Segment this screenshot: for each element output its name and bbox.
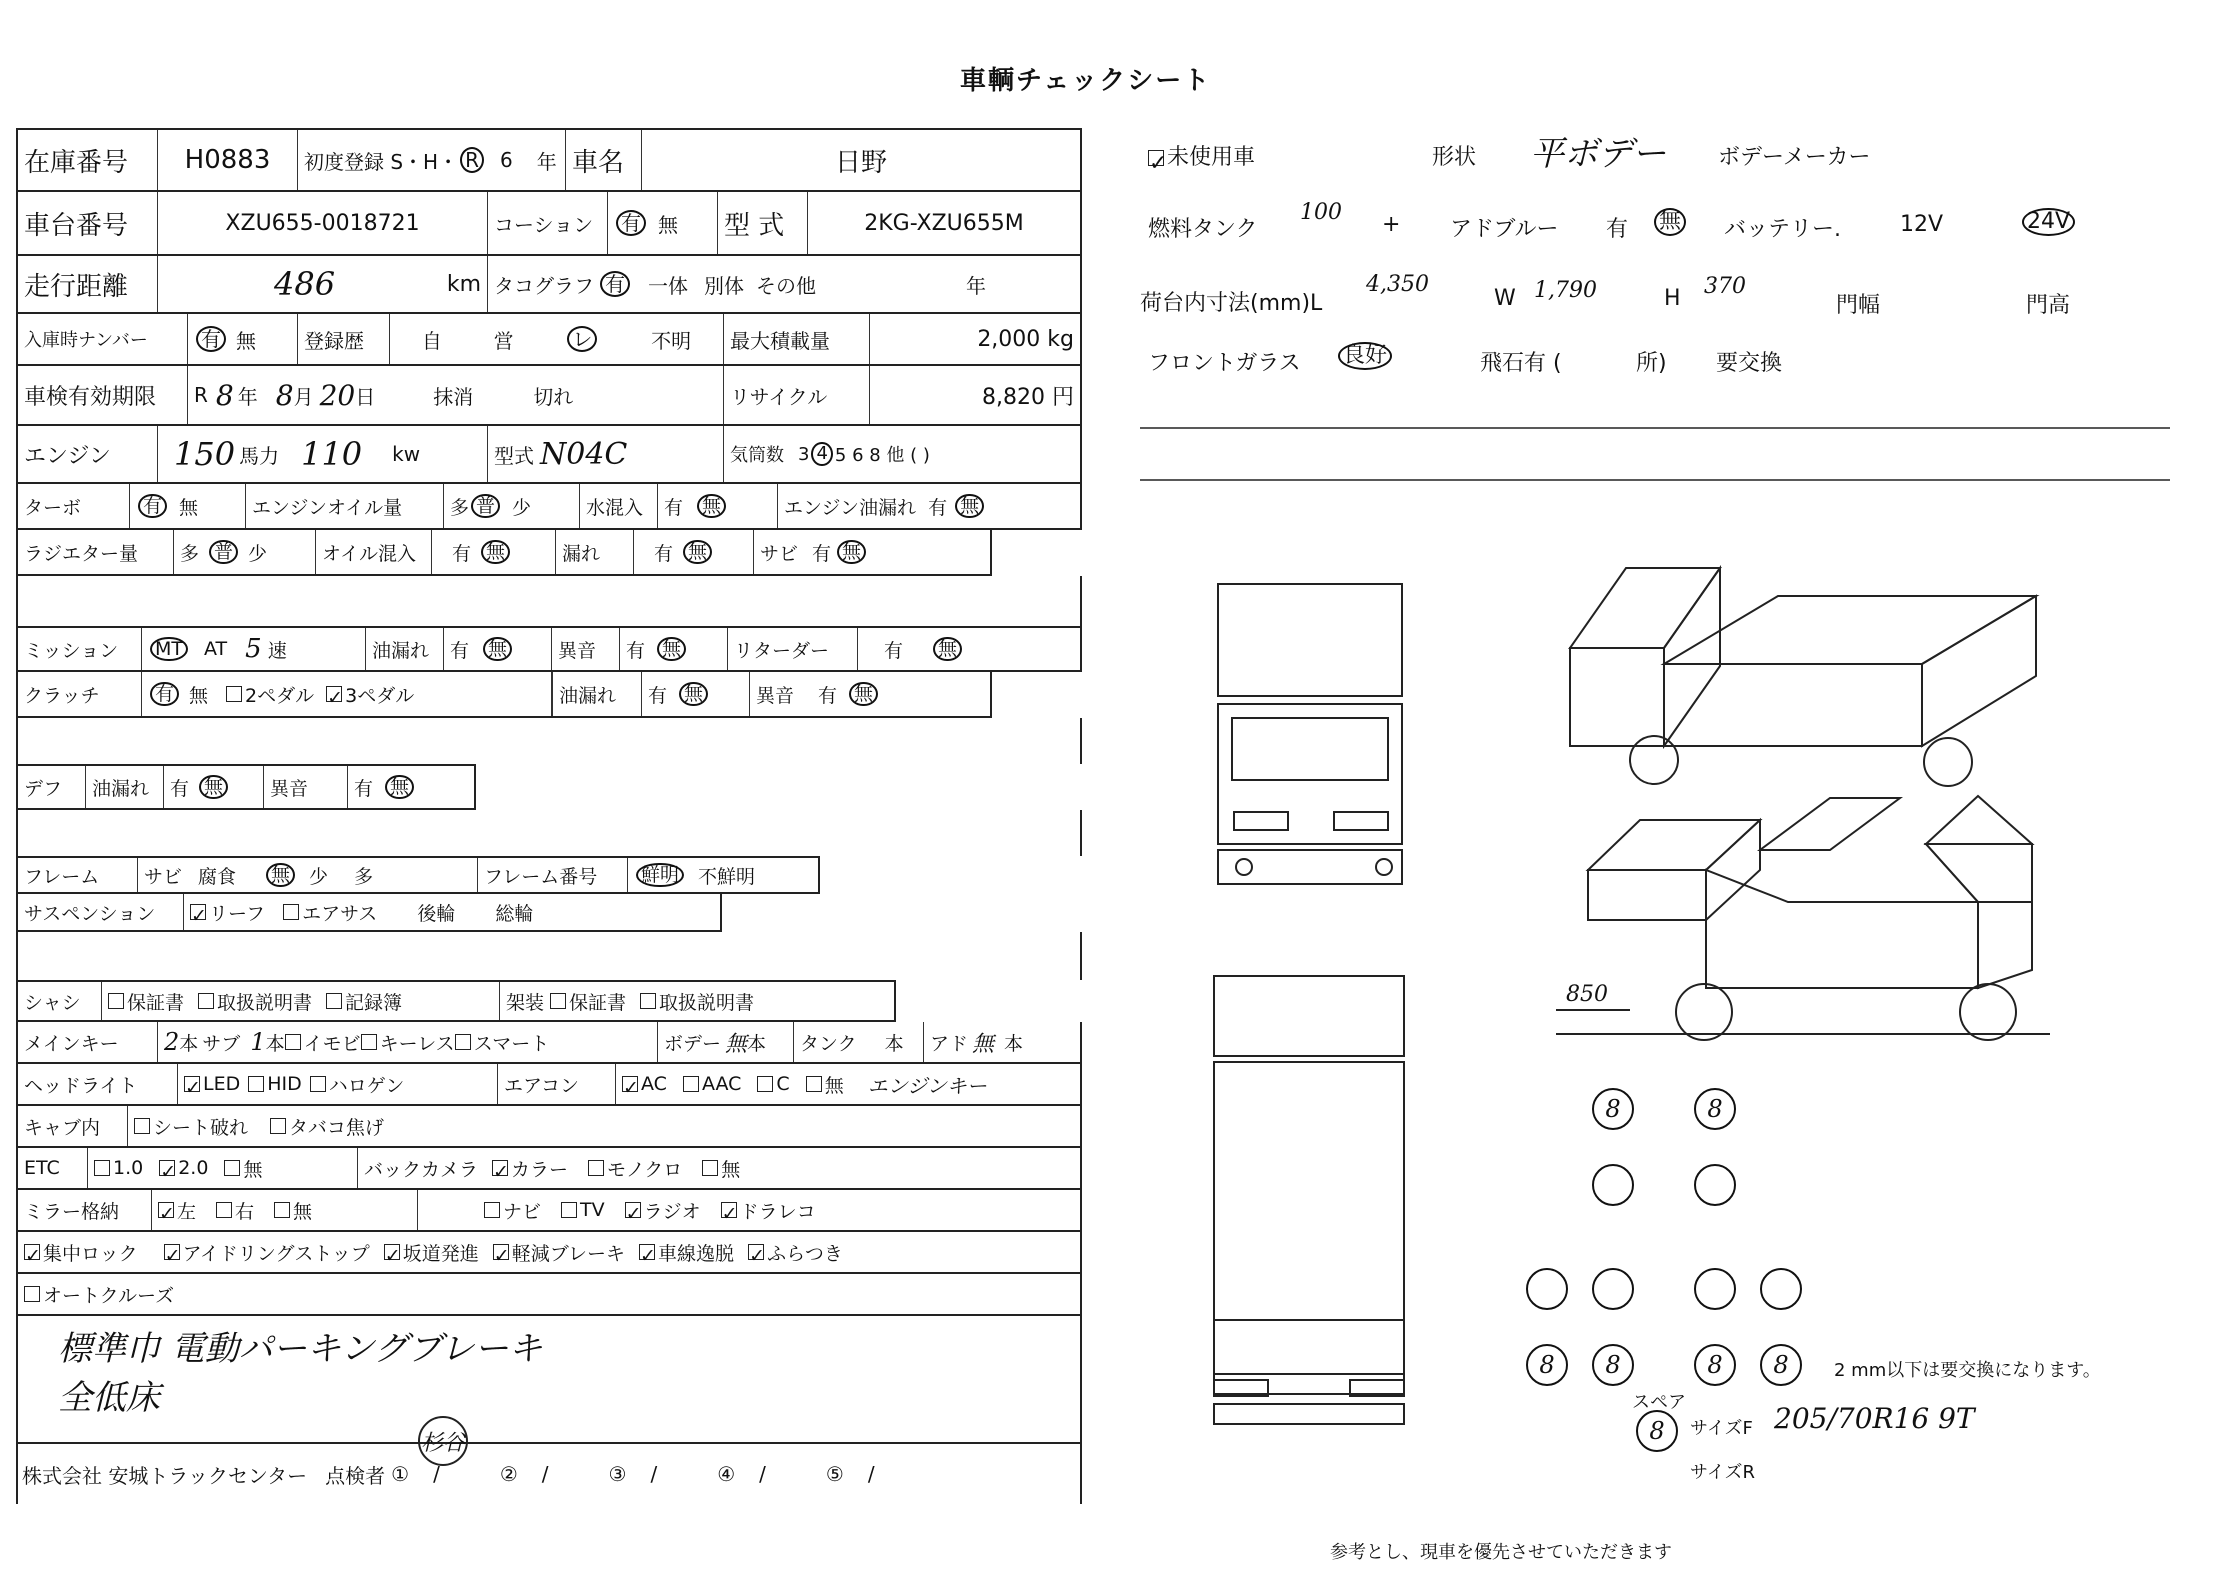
- frame-num-label: フレーム番号: [478, 858, 628, 892]
- cyl-3: 3: [798, 443, 810, 465]
- model-value: 2KG-XZU655M: [864, 210, 1024, 236]
- truck-side-view-left: [1570, 568, 2036, 786]
- cab-smoke: タバコ焦げ: [289, 1116, 384, 1139]
- water-label: 水混入: [580, 484, 658, 528]
- truck-front-view: [1218, 584, 1402, 884]
- diff-noise-no: 無: [385, 775, 414, 800]
- diff-oil-yes: 有: [170, 777, 190, 800]
- tacho-other: その他: [756, 273, 816, 298]
- susp-air: エアサス: [302, 902, 378, 925]
- model-label: 型 式: [718, 192, 808, 254]
- unused-vehicle: ✓未使用車: [1149, 145, 1256, 176]
- shape-value: 平ボデー: [1530, 134, 1666, 174]
- body-docs-label: 架装: [506, 991, 545, 1014]
- battery-24v: 24V: [2022, 208, 2075, 236]
- adblue-label: アドブルー: [1450, 217, 1559, 242]
- mirror-left-checkbox[interactable]: ✓: [159, 1203, 175, 1225]
- caution-yes: 有: [616, 210, 646, 236]
- aircon-label: エアコン: [498, 1064, 616, 1104]
- clutch-noise-yes: 有: [818, 684, 838, 707]
- tacho-integrated: 一体: [648, 273, 688, 298]
- windshield-label: フロントガラス: [1148, 351, 1301, 376]
- oil-level-few: 少: [512, 496, 532, 519]
- reg-label: 初度登録 S・H・: [304, 149, 459, 174]
- tire-note: 2 mm以下は要交換になります。: [1834, 1360, 2101, 1381]
- engine-leak-label: エンジン油漏れ: [784, 496, 917, 519]
- plate-yes: 有: [196, 326, 226, 352]
- key-main-count: 2: [164, 1028, 180, 1056]
- dashcam-checkbox[interactable]: ✓: [721, 1203, 738, 1225]
- engine-type-label: 型式: [494, 443, 534, 468]
- cam-mono: モノクロ: [607, 1158, 683, 1181]
- cyl-label: 気筒数: [730, 445, 784, 466]
- battery-label: バッテリー.: [1724, 217, 1841, 242]
- auto-cruise: オートクルーズ: [43, 1284, 175, 1307]
- mission-speed-unit: 速: [267, 639, 287, 662]
- tire-rear-upper-3: [1694, 1268, 1736, 1310]
- retarder-yes: 有: [884, 639, 904, 662]
- aircon-ac: AC: [641, 1073, 667, 1095]
- engine-hp-unit: 馬力: [239, 443, 280, 468]
- tire-rear-lower-1: 8: [1526, 1344, 1568, 1386]
- checker-1: ①: [391, 1462, 410, 1486]
- tank-key-label: タンク: [800, 1032, 857, 1055]
- company-name: 株式会社 安城トラックセンター: [22, 1463, 308, 1488]
- adblue-no: 無: [1654, 208, 1686, 236]
- lane-departure: 車線逸脱: [658, 1242, 735, 1265]
- tacho-separate: 別体: [704, 273, 744, 298]
- susp-rear: 後輪: [417, 902, 456, 925]
- adblue-key-count: 無: [972, 1031, 995, 1057]
- susp-label: サスペンション: [18, 894, 184, 930]
- back-camera-label: バックカメラ: [364, 1158, 479, 1181]
- checker-stamp: 杉谷: [418, 1416, 468, 1466]
- rust-no: 無: [837, 540, 866, 565]
- notes-line-1: 標準巾 電動パーキングブレーキ: [58, 1329, 543, 1369]
- clutch-noise-no: 無: [849, 682, 878, 707]
- clutch-oil-label: 油漏れ: [552, 672, 642, 716]
- turbo-yes: 有: [138, 494, 167, 519]
- size-r-label: サイズR: [1690, 1462, 1756, 1483]
- chassis-docs-label: シャシ: [18, 982, 102, 1020]
- headlight-halogen: ハロゲン: [328, 1074, 405, 1097]
- diff-oil-no: 無: [199, 775, 228, 800]
- rust-yes: 有: [812, 542, 832, 565]
- reg-era: R: [460, 147, 484, 173]
- recycle-label: リサイクル: [724, 366, 870, 424]
- mission-speed: 5: [245, 634, 262, 664]
- radiator-label: ラジエター量: [18, 530, 174, 574]
- etc-20: 2.0: [178, 1157, 209, 1179]
- body-key-unit: 本: [747, 1032, 767, 1055]
- engine-leak-yes: 有: [928, 496, 948, 519]
- central-lock-checkbox[interactable]: ✓: [25, 1245, 41, 1267]
- key-sub-count: 1: [250, 1028, 266, 1056]
- notes-line-2: 全低床: [58, 1378, 160, 1419]
- bed-width: 1,790: [1534, 278, 1597, 303]
- adblue-yes: 有: [1606, 217, 1629, 242]
- cab-seat: シート破れ: [153, 1116, 249, 1139]
- diff-label: デフ: [18, 766, 86, 808]
- engine-leak-no: 無: [955, 494, 984, 519]
- engine-hp: 150: [174, 435, 236, 473]
- body-maker-label: ボデーメーカー: [1718, 145, 1871, 170]
- mission-oil-label: 油漏れ: [366, 628, 444, 670]
- insp-month: 8: [275, 378, 294, 412]
- rust-label: サビ: [760, 542, 799, 565]
- clutch-noise-label: 異音: [756, 684, 795, 707]
- aircon-none: 無: [824, 1074, 844, 1097]
- water-yes: 有: [664, 496, 684, 519]
- windshield-replace: 要交換: [1716, 351, 1783, 376]
- brake-assist-checkbox[interactable]: ✓: [493, 1245, 510, 1267]
- bed-h-label: H: [1664, 286, 1681, 311]
- rad-leak-label: 漏れ: [556, 530, 634, 574]
- tire-mid-right: [1694, 1164, 1736, 1206]
- tv: TV: [580, 1199, 605, 1221]
- keyless: キーレス: [379, 1032, 455, 1055]
- history-unknown: 不明: [651, 328, 692, 353]
- turbo-no: 無: [179, 496, 199, 519]
- frame-many: 多: [354, 865, 374, 888]
- mirror-left: 左: [177, 1200, 197, 1223]
- immobilizer: イモビ: [303, 1032, 361, 1055]
- hill-start: 坂道発進: [402, 1242, 479, 1265]
- engine-kw: 110: [301, 435, 363, 473]
- body-key-label: ボデー: [664, 1032, 722, 1055]
- stock-value: H0883: [158, 130, 298, 190]
- checker-4: ④: [717, 1462, 736, 1486]
- oil-level-label: エンジンオイル量: [246, 484, 444, 528]
- key-sub-unit: 本: [265, 1032, 285, 1055]
- engine-type-value: N04C: [540, 436, 628, 472]
- footer-note: 参考とし、現車を優先させていただきます: [1330, 1542, 1672, 1563]
- smart-key: スマート: [473, 1032, 550, 1055]
- mileage-value: 486: [274, 265, 336, 303]
- frame-none: 無: [266, 863, 295, 888]
- clutch-oil-no: 無: [679, 682, 708, 707]
- reg-year-unit: 年: [536, 149, 557, 174]
- history-lease: レ: [567, 326, 597, 352]
- cam-none: 無: [721, 1158, 741, 1181]
- turbo-label: ターボ: [18, 484, 130, 528]
- mission-oil-yes: 有: [450, 639, 470, 662]
- insp-cancel: 抹消: [433, 384, 474, 409]
- chassis-label: 車台番号: [18, 192, 158, 254]
- bed-length: 4,350: [1366, 272, 1429, 297]
- lane-checkbox[interactable]: ✓: [640, 1245, 656, 1267]
- tire-front-right: 8: [1694, 1088, 1736, 1130]
- inspection-label: 車検有効期限: [18, 366, 188, 424]
- engine-label: エンジン: [18, 426, 158, 482]
- cyl-rest: 5 6 8 他 ( ): [834, 445, 930, 466]
- truck-rear-view: [1214, 976, 1404, 1424]
- insp-year: 8: [215, 378, 234, 412]
- frame-num-unclear: 不鮮明: [698, 865, 756, 888]
- mission-noise-yes: 有: [626, 639, 646, 662]
- mirror-right: 右: [235, 1200, 255, 1223]
- chassis-value: XZU655-0018721: [158, 192, 488, 254]
- ac-checkbox[interactable]: ✓: [623, 1077, 639, 1099]
- aircon-aac: AAC: [701, 1073, 742, 1095]
- insp-d: 日: [355, 384, 376, 409]
- insp-expired: 切れ: [533, 384, 574, 409]
- chassis-warranty: 保証書: [127, 991, 185, 1014]
- mission-noise-label: 異音: [552, 628, 620, 670]
- frame-rust: サビ: [144, 865, 183, 888]
- oil-mix-yes: 有: [452, 542, 472, 565]
- bed-dims-label: 荷台内寸法(mm)L: [1140, 291, 1323, 316]
- clutch-2pedal: 2ペダル: [245, 684, 315, 707]
- chassis-record: 記録簿: [345, 991, 403, 1014]
- plate-label: 入庫時ナンバー: [18, 314, 188, 364]
- etc-20-checkbox[interactable]: ✓: [160, 1161, 177, 1183]
- history-label: 登録歴: [298, 314, 390, 364]
- checker-label: 点検者: [325, 1463, 386, 1488]
- body-key-count: 無: [725, 1031, 748, 1057]
- windshield-place: 所): [1636, 351, 1667, 376]
- mileage-label: 走行距離: [18, 256, 158, 312]
- oil-mix-label: オイル混入: [316, 530, 432, 574]
- diff-oil-label: 油漏れ: [86, 766, 164, 808]
- rad-leak-no: 無: [683, 540, 712, 565]
- idle-stop: アイドリングストップ: [182, 1242, 370, 1265]
- adblue-key-label: アド: [930, 1032, 969, 1055]
- adblue-key-unit: 本: [1004, 1032, 1024, 1055]
- diff-noise-label: 異音: [264, 766, 348, 808]
- tire-rear-lower-4: 8: [1760, 1344, 1802, 1386]
- tire-mid-left: [1592, 1164, 1634, 1206]
- hill-start-checkbox[interactable]: ✓: [384, 1245, 401, 1267]
- fuel-plus: +: [1382, 212, 1401, 237]
- cyl-4: 4: [811, 442, 832, 466]
- recycle-value: 8,820 円: [982, 384, 1074, 410]
- idle-stop-checkbox[interactable]: ✓: [164, 1245, 181, 1267]
- frame-num-clear: 鮮明: [636, 863, 684, 888]
- truck-side-view-right: [1556, 796, 2050, 1040]
- checker-3: ③: [608, 1462, 627, 1486]
- oil-mix-no: 無: [481, 540, 510, 565]
- history-business: 営: [493, 328, 514, 353]
- reg-year: 6: [500, 148, 513, 172]
- bed-w-label: W: [1494, 286, 1516, 311]
- footer-checker: 株式会社 安城トラックセンター 点検者 杉谷 ① / ② / ③ / ④ / ⑤ /: [16, 1444, 1082, 1504]
- tire-front-left: 8: [1592, 1088, 1634, 1130]
- unused-checkbox[interactable]: ✓: [1149, 151, 1168, 176]
- led-checkbox[interactable]: ✓: [185, 1077, 201, 1099]
- caution-label: コーション: [488, 192, 608, 254]
- tacho-year: 年: [966, 273, 986, 298]
- etc-label: ETC: [18, 1148, 88, 1188]
- radiator-mid: 普: [209, 540, 238, 565]
- insp-era: R: [194, 383, 208, 407]
- clutch-3pedal-checkbox[interactable]: ✓: [327, 687, 344, 709]
- mirror-label: ミラー格納: [18, 1190, 152, 1230]
- susp-leaf-checkbox[interactable]: ✓: [191, 905, 207, 927]
- cab-label: キャブ内: [18, 1106, 128, 1146]
- bed-height-850: 850: [1566, 982, 1608, 1007]
- shape-label: 形状: [1432, 145, 1477, 170]
- document-title: 車輌チェックシート: [960, 66, 1212, 96]
- caution-no: 無: [658, 212, 678, 237]
- tire-rear-lower-3: 8: [1694, 1344, 1736, 1386]
- max-load-label: 最大積載量: [724, 314, 870, 364]
- radiator-few: 少: [248, 542, 268, 565]
- clutch-no: 無: [189, 684, 209, 707]
- spare-label: スペア: [1632, 1392, 1686, 1413]
- fatigue-checkbox[interactable]: ✓: [749, 1245, 765, 1267]
- retarder-no: 無: [933, 637, 962, 662]
- key-sub-label: サブ: [202, 1032, 241, 1055]
- retarder-label: リターダー: [728, 628, 858, 670]
- fatigue-alert: ふらつき: [767, 1242, 843, 1265]
- cam-color: カラー: [511, 1158, 569, 1181]
- windshield-good: 良好: [1338, 342, 1392, 370]
- chassis-manual: 取扱説明書: [217, 991, 313, 1014]
- radiator-many: 多: [180, 542, 200, 565]
- navi: ナビ: [503, 1200, 542, 1223]
- etc-none: 無: [243, 1158, 263, 1181]
- fuel-tank-label: 燃料タンク: [1148, 217, 1258, 242]
- clutch-oil-yes: 有: [648, 684, 668, 707]
- central-lock: 集中ロック: [43, 1242, 138, 1265]
- clutch-3pedal: 3ペダル: [345, 684, 415, 707]
- key-label: メインキー: [18, 1022, 158, 1062]
- susp-leaf: リーフ: [209, 902, 266, 925]
- mission-at: AT: [204, 638, 228, 660]
- checker-2: ②: [499, 1462, 518, 1486]
- headlight-label: ヘッドライト: [18, 1064, 178, 1104]
- bed-height: 370: [1704, 274, 1746, 299]
- car-name-value: 日野: [834, 147, 887, 178]
- dashcam: ドラレコ: [739, 1200, 816, 1223]
- brake-assist: 軽減ブレーキ: [511, 1242, 626, 1265]
- checker-5: ⑤: [825, 1462, 844, 1486]
- gate-width: 門幅: [1836, 293, 1881, 318]
- oil-level-many: 多: [450, 496, 470, 519]
- headlight-hid: HID: [267, 1073, 302, 1095]
- insp-day: 20: [319, 378, 356, 412]
- battery-12v: 12V: [1900, 212, 1944, 237]
- rad-leak-yes: 有: [654, 542, 674, 565]
- tire-rear-lower-2: 8: [1592, 1344, 1634, 1386]
- body-manual: 取扱説明書: [659, 991, 755, 1014]
- susp-all: 総輪: [495, 902, 534, 925]
- frame-label: フレーム: [18, 858, 138, 892]
- mileage-unit: km: [446, 271, 481, 297]
- insp-y: 年: [237, 384, 258, 409]
- tire-spare: 8: [1636, 1410, 1678, 1452]
- mission-label: ミッション: [18, 628, 142, 670]
- frame-corrosion: 腐食: [198, 865, 237, 888]
- mission-noise-no: 無: [657, 637, 686, 662]
- clutch-label: クラッチ: [18, 672, 142, 716]
- oil-level-mid: 普: [471, 494, 500, 519]
- mirror-none: 無: [293, 1200, 313, 1223]
- tire-rear-upper-4: [1760, 1268, 1802, 1310]
- gate-height: 門高: [2026, 293, 2071, 318]
- engine-key-note: エンジンキー: [867, 1073, 987, 1098]
- etc-10: 1.0: [113, 1157, 144, 1179]
- tacho-label: タコグラフ: [494, 273, 594, 298]
- radio: ラジオ: [643, 1200, 701, 1223]
- size-f-value: 205/70R16 9T: [1774, 1402, 1975, 1435]
- plate-no: 無: [236, 328, 256, 353]
- stock-label: 在庫番号: [18, 130, 158, 190]
- tire-rear-upper-1: [1526, 1268, 1568, 1310]
- history-private: 自: [421, 328, 442, 353]
- water-no: 無: [697, 494, 726, 519]
- headlight-led: LED: [203, 1073, 241, 1095]
- max-load-value: 2,000 kg: [977, 326, 1074, 352]
- tank-key-unit: 本: [884, 1032, 904, 1055]
- fuel-tank-value: 100: [1300, 200, 1342, 225]
- insp-m: 月: [293, 384, 314, 409]
- clutch-yes: 有: [150, 682, 179, 707]
- tacho-yes: 有: [600, 271, 630, 297]
- frame-few: 少: [309, 865, 329, 888]
- tire-rear-upper-2: [1592, 1268, 1634, 1310]
- diff-noise-yes: 有: [354, 777, 374, 800]
- radio-checkbox[interactable]: ✓: [625, 1203, 642, 1225]
- engine-kw-unit: kw: [392, 442, 421, 466]
- mission-oil-no: 無: [483, 637, 512, 662]
- windshield-chip: 飛石有 (: [1480, 351, 1562, 376]
- mission-mt: MT: [150, 637, 188, 662]
- size-f-label: サイズF: [1690, 1418, 1753, 1439]
- car-name-label: 車名: [566, 130, 642, 190]
- cam-color-checkbox[interactable]: ✓: [493, 1161, 509, 1183]
- body-warranty: 保証書: [569, 991, 627, 1014]
- key-main-unit: 本: [179, 1032, 199, 1055]
- aircon-c: C: [776, 1073, 790, 1095]
